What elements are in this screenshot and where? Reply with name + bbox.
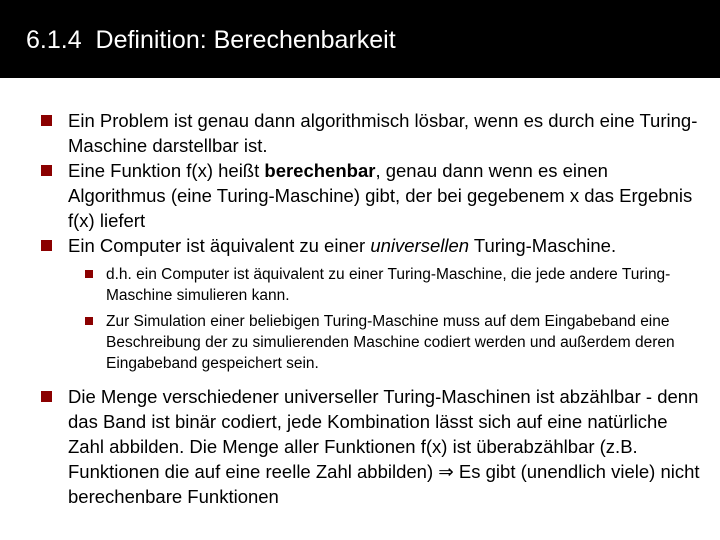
slide-title-text: Definition: Berechenbarkeit <box>95 26 396 54</box>
square-sub-bullet-icon <box>85 317 93 325</box>
bullet-text-post: , genau dann wenn es einen Algorithmus (eine Turing-Maschine) gibt, der bei gegebenem x das Ergebnis f(x) liefert <box>68 160 693 231</box>
slide-title <box>26 24 396 56</box>
title-bar <box>0 0 720 78</box>
bullet-item-4 <box>0 384 720 509</box>
bullet-text: Ein Problem ist genau dann algorithmisch lösbar, wenn es durch eine Turing-Maschine darstellbar ist. <box>68 110 698 156</box>
slide-content <box>0 108 720 509</box>
bullet-text: Die Menge verschiedener universeller Turing-Maschinen ist abzählbar - denn das Band ist binär codiert, jede Kombination lässt sich auf eine natürliche Zahl abbilden. Die Menge aller Funktionen f(x) ist überabzählbar (z.B. Funktionen die auf eine reelle Zahl abbilden) <box>68 386 699 482</box>
square-bullet-icon <box>41 391 52 402</box>
sub-bullet-text: d.h. ein Computer ist äquivalent zu einer Turing-Maschine, die jede andere Turing-Maschine simulieren kann. <box>106 266 671 304</box>
bullet-text-pre: Ein Computer ist äquivalent zu einer <box>68 235 371 256</box>
bullet-text-post: Turing-Maschine. <box>469 235 617 256</box>
square-sub-bullet-icon <box>85 270 93 278</box>
slide-title-number: 6.1.4 <box>26 26 82 54</box>
square-bullet-icon <box>41 115 52 126</box>
square-bullet-icon <box>41 165 52 176</box>
bullet-text-pre: Eine Funktion f(x) heißt <box>68 160 265 181</box>
bullet-item-1 <box>0 108 720 158</box>
implies-arrow-icon: ⇒ <box>438 461 454 482</box>
bullet-item-2 <box>0 158 720 233</box>
sub-bullet-text: Zur Simulation einer beliebigen Turing-Maschine muss auf dem Eingabeband eine Beschreibung der zu simulierenden Maschine codiert werden und außerdem deren Eingabeband gespeichert sein. <box>106 313 675 372</box>
sub-bullet-item-1 <box>0 264 720 306</box>
bullet-text-post: Es gibt (unendlich viele) nicht berechenbare Funktionen <box>68 461 700 507</box>
square-bullet-icon <box>41 240 52 251</box>
bullet-text-bold: berechenbar <box>264 160 376 181</box>
bullet-text-italic: universellen <box>370 235 470 256</box>
bullet-item-3 <box>0 233 720 258</box>
sub-bullet-item-2 <box>0 311 720 374</box>
